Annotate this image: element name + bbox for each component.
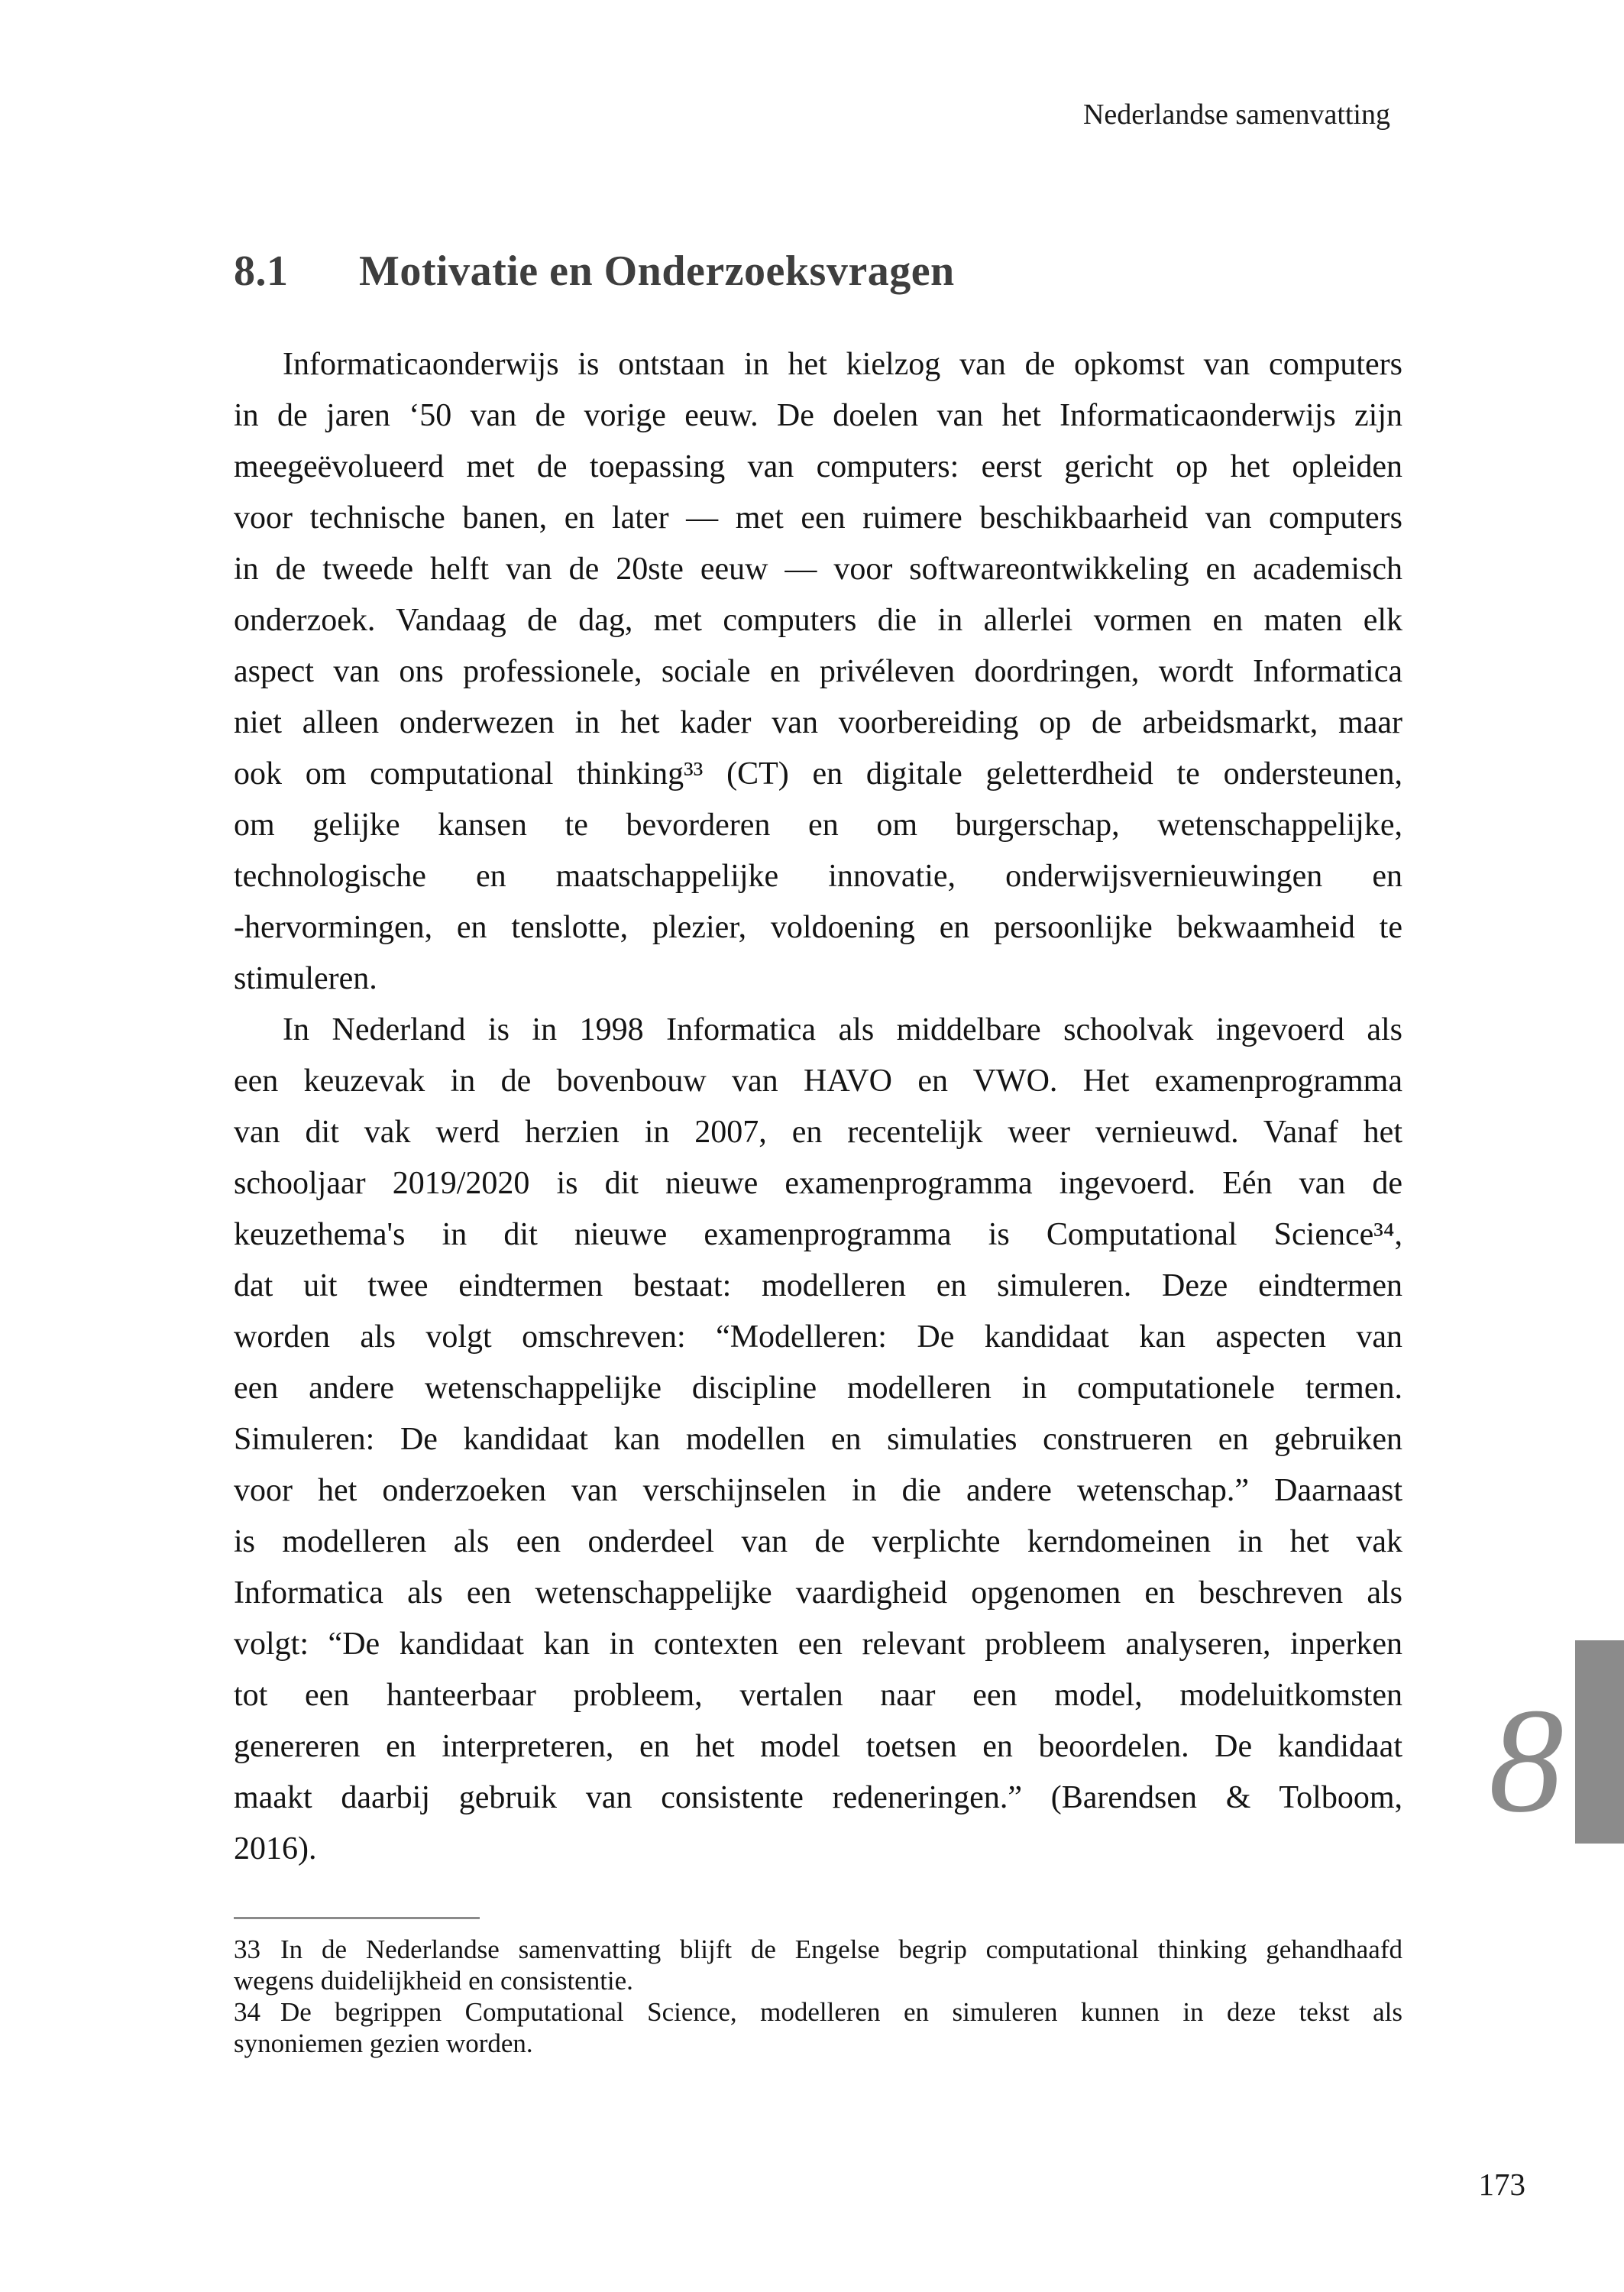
- section-title: Motivatie en Onderzoeksvragen: [359, 248, 955, 295]
- section-number: 8.1: [234, 248, 289, 295]
- body-line-p2: is modelleren als een onderdeel van de verplichte kerndomeinen in het vak: [234, 1524, 1402, 1559]
- body-line-p1: meegeëvolueerd met de toepassing van computers: eerst gericht op het opleiden: [234, 449, 1402, 484]
- footnotes: [234, 1934, 1402, 2059]
- body-line-p2: genereren en interpreteren, en het model toetsen en beoordelen. De kandidaat: [234, 1729, 1402, 1764]
- body-line-p1: ook om computational thinking³³ (CT) en digitale geletterdheid te ondersteunen,: [234, 756, 1402, 792]
- body-line-p2: tot een hanteerbaar probleem, vertalen naar een model, modeluitkomsten: [234, 1678, 1402, 1713]
- footnote-number: 34: [234, 1997, 260, 2027]
- body-line-p1: voor technische banen, en later — met een ruimere beschikbaarheid van computers: [234, 500, 1402, 536]
- footnote-separator: [234, 1917, 480, 1919]
- body-line-p2: 2016).: [234, 1831, 317, 1866]
- body-line-p2: maakt daarbij gebruik van consistente redeneringen.” (Barendsen & Tolboom,: [234, 1780, 1402, 1815]
- body-line-p1: technologische en maatschappelijke innovatie, onderwijsvernieuwingen en: [234, 859, 1402, 894]
- running-header: Nederlandse samenvatting: [1082, 99, 1390, 131]
- body-line-p1: Informaticaonderwijs is ontstaan in het kielzog van de opkomst van computers: [283, 347, 1402, 382]
- body-text: [234, 339, 1402, 1875]
- body-line-p1: -hervormingen, en tenslotte, plezier, voldoening en persoonlijke bekwaamheid te: [234, 910, 1402, 945]
- body-line-p2: een keuzevak in de bovenbouw van HAVO en VWO. Het examenprogramma: [234, 1063, 1402, 1099]
- footnote-line: 33 In de Nederlandse samenvatting blijft de Engelse begrip computational thinking gehandhaafd: [234, 1934, 1402, 1964]
- body-line-p1: aspect van ons professionele, sociale en privéleven doordringen, wordt Informatica: [234, 654, 1402, 689]
- body-line-p2: keuzethema's in dit nieuwe examenprogramma is Computational Science³⁴,: [234, 1217, 1402, 1252]
- body-line-p2: volgt: “De kandidaat kan in contexten een relevant probleem analyseren, inperken: [234, 1627, 1402, 1662]
- chapter-tab-bar: [1575, 1640, 1624, 1844]
- body-line-p2: Informatica als een wetenschappelijke vaardigheid opgenomen en beschreven als: [234, 1575, 1402, 1611]
- body-line-p2: worden als volgt omschreven: “Modelleren: De kandidaat kan aspecten van: [234, 1319, 1402, 1355]
- body-line-p2: voor het onderzoeken van verschijnselen in die andere wetenschap.” Daarnaast: [234, 1473, 1402, 1508]
- section-heading: [234, 248, 1402, 294]
- body-line-p1: in de tweede helft van de 20ste eeuw — voor softwareontwikkeling en academisch: [234, 552, 1402, 587]
- body-line-p2: dat uit twee eindtermen bestaat: modelleren en simuleren. Deze eindtermen: [234, 1268, 1402, 1303]
- body-line-p1: niet alleen onderwezen in het kader van voorbereiding op de arbeidsmarkt, maar: [234, 705, 1402, 740]
- page-number: 173: [1478, 2167, 1525, 2202]
- body-line-p1: onderzoek. Vandaag de dag, met computers die in allerlei vormen en maten elk: [234, 603, 1402, 638]
- body-line-p1: in de jaren ‘50 van de vorige eeuw. De doelen van het Informaticaonderwijs zijn: [234, 398, 1402, 433]
- body-line-p2: In Nederland is in 1998 Informatica als middelbare schoolvak ingevoerd als: [283, 1012, 1402, 1047]
- body-line-p2: schooljaar 2019/2020 is dit nieuwe examenprogramma ingevoerd. Eén van de: [234, 1166, 1402, 1201]
- body-line-p2: Simuleren: De kandidaat kan modellen en simulaties construeren en gebruiken: [234, 1422, 1402, 1457]
- body-line-p2: van dit vak werd herzien in 2007, en recentelijk weer vernieuwd. Vanaf het: [234, 1115, 1402, 1150]
- body-line-p1: om gelijke kansen te bevorderen en om burgerschap, wetenschappelijke,: [234, 808, 1402, 843]
- footnote-line: wegens duidelijkheid en consistentie.: [234, 1966, 633, 1996]
- body-line-p2: een andere wetenschappelijke discipline modelleren in computationele termen.: [234, 1371, 1402, 1406]
- footnote-line: synoniemen gezien worden.: [234, 2028, 533, 2058]
- body-line-p1: stimuleren.: [234, 961, 377, 996]
- footnote-number: 33: [234, 1934, 260, 1964]
- chapter-number: 8: [1489, 1678, 1564, 1844]
- footnote-line: 34 De begrippen Computational Science, modelleren en simuleren kunnen in deze tekst als: [234, 1997, 1402, 2027]
